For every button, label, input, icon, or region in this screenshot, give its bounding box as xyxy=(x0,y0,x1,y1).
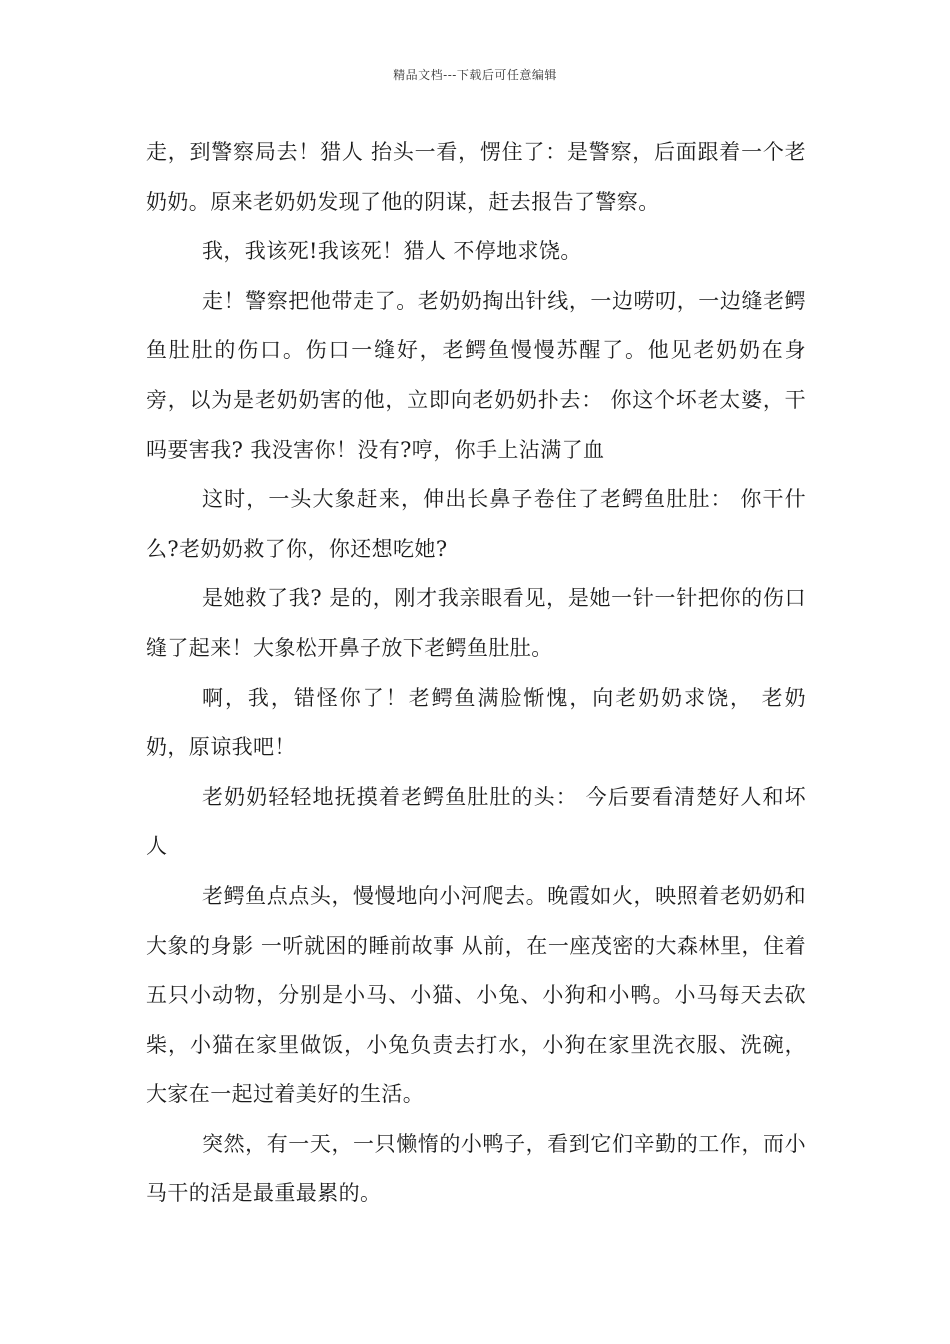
paragraph: 老鳄鱼点点头，慢慢地向小河爬去。晚霞如火，映照着老奶奶和大象的身影 一听就困的睡前故事 从前，在一座茂密的大森林里，住着五只小动物，分别是小马、小猫、小兔、小狗和小鸭。小马每天去砍柴，小猫在家里做饭，小兔负责去打水，小狗在家里洗衣服、洗碗，大家在一起过着美好的生活。 xyxy=(146,883,806,1107)
paragraph: 我，我该死!我该死！猎人 不停地求饶。 xyxy=(202,239,582,264)
paragraph: 走！警察把他带走了。老奶奶掏出针线，一边唠叨，一边缝老鳄鱼肚肚的伤口。伤口一缝好，老鳄鱼慢慢苏醒了。他见老奶奶在身旁，以为是老奶奶害的他，立即向老奶奶扑去： 你这个坏老太婆，干吗要害我? 我没害你！没有?哼，你手上沾满了血 xyxy=(146,288,806,462)
paragraph: 突然，有一天，一只懒惰的小鸭子，看到它们辛勤的工作，而小马干的活是最重最累的。 xyxy=(146,1131,806,1206)
paragraph: 啊，我，错怪你了！老鳄鱼满脸惭愧，向老奶奶求饶， 老奶奶，原谅我吧！ xyxy=(146,685,806,760)
page-header: 精品文档---下载后可任意编辑 xyxy=(393,68,557,82)
paragraph: 是她救了我? 是的，刚才我亲眼看见，是她一针一针把你的伤口缝了起来！大象松开鼻子放下老鳄鱼肚肚。 xyxy=(146,586,806,660)
document-body xyxy=(146,128,806,1219)
paragraph: 老奶奶轻轻地抚摸着老鳄鱼肚肚的头： 今后要看清楚好人和坏人 xyxy=(146,784,806,859)
paragraph: 走，到警察局去！猎人 抬头一看，愣住了：是警察，后面跟着一个老奶奶。原来老奶奶发现了他的阴谋，赶去报告了警察。 xyxy=(146,140,806,214)
paragraph: 这时，一头大象赶来，伸出长鼻子卷住了老鳄鱼肚肚： 你干什么?老奶奶救了你，你还想吃她? xyxy=(146,487,806,561)
